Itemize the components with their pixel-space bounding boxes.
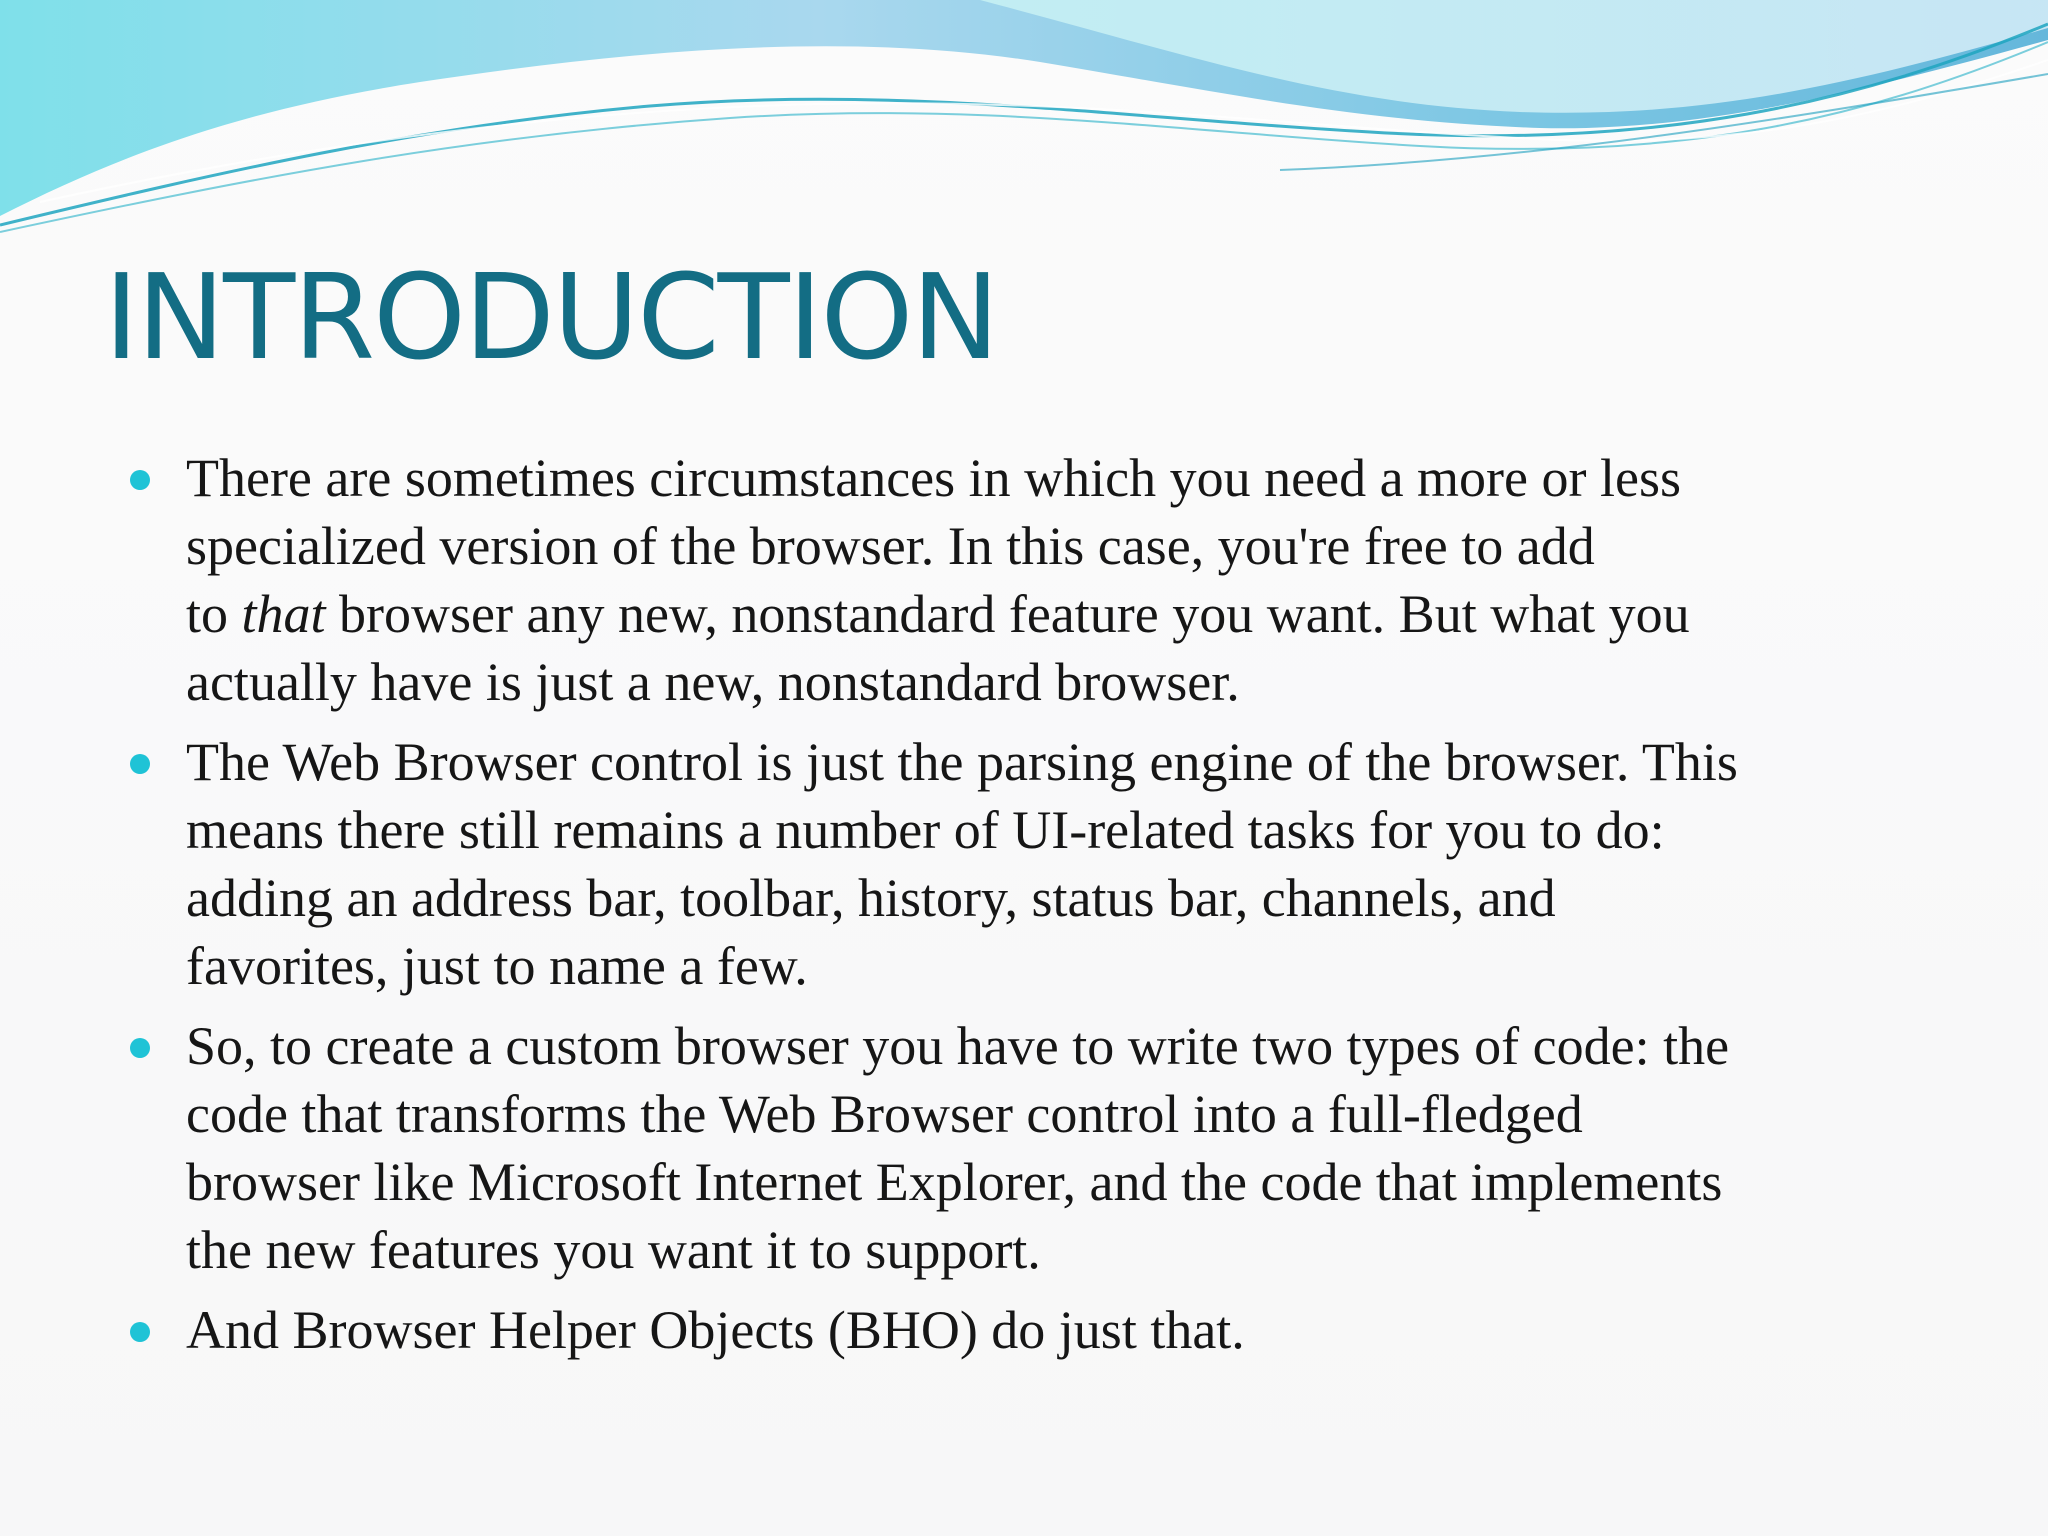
bullet-dot-icon	[130, 754, 150, 774]
bullet-line: favorites, just to name a few.	[186, 936, 808, 996]
bullet-line: the new features you want it to support.	[186, 1220, 1041, 1280]
text-run: browser any new, nonstandard feature you want. But what you	[325, 584, 1690, 644]
bullet-item	[122, 1012, 1952, 1284]
bullet-line: code that transforms the Web Browser control into a full-fledged	[186, 1084, 1583, 1144]
bullet-item	[122, 444, 1952, 716]
bullet-dot-icon	[130, 1038, 150, 1058]
slide-title: INTRODUCTION	[104, 248, 998, 386]
bullet-item	[122, 1296, 1952, 1364]
bullet-line: adding an address bar, toolbar, history, status bar, channels, and	[186, 868, 1556, 928]
bullet-line: means there still remains a number of UI-related tasks for you to do:	[186, 800, 1665, 860]
bullet-line: browser like Microsoft Internet Explorer, and the code that implements	[186, 1152, 1723, 1212]
bullet-item	[122, 728, 1952, 1000]
decorative-wave-header	[0, 0, 2048, 240]
bullet-line: The Web Browser control is just the parsing engine of the browser. This	[186, 732, 1738, 792]
italic-emphasis: that	[241, 584, 326, 644]
bullet-list	[122, 444, 1952, 1376]
bullet-dot-icon	[130, 470, 150, 490]
bullet-line: So, to create a custom browser you have to write two types of code: the	[186, 1016, 1730, 1076]
bullet-line	[186, 580, 1952, 648]
text-run: to	[186, 584, 242, 644]
bullet-dot-icon	[130, 1322, 150, 1342]
bullet-line: actually have is just a new, nonstandard browser.	[186, 652, 1240, 712]
bullet-line: There are sometimes circumstances in which you need a more or less	[186, 448, 1681, 508]
bullet-line: And Browser Helper Objects (BHO) do just that.	[186, 1300, 1245, 1360]
bullet-line: specialized version of the browser. In this case, you're free to add	[186, 516, 1595, 576]
